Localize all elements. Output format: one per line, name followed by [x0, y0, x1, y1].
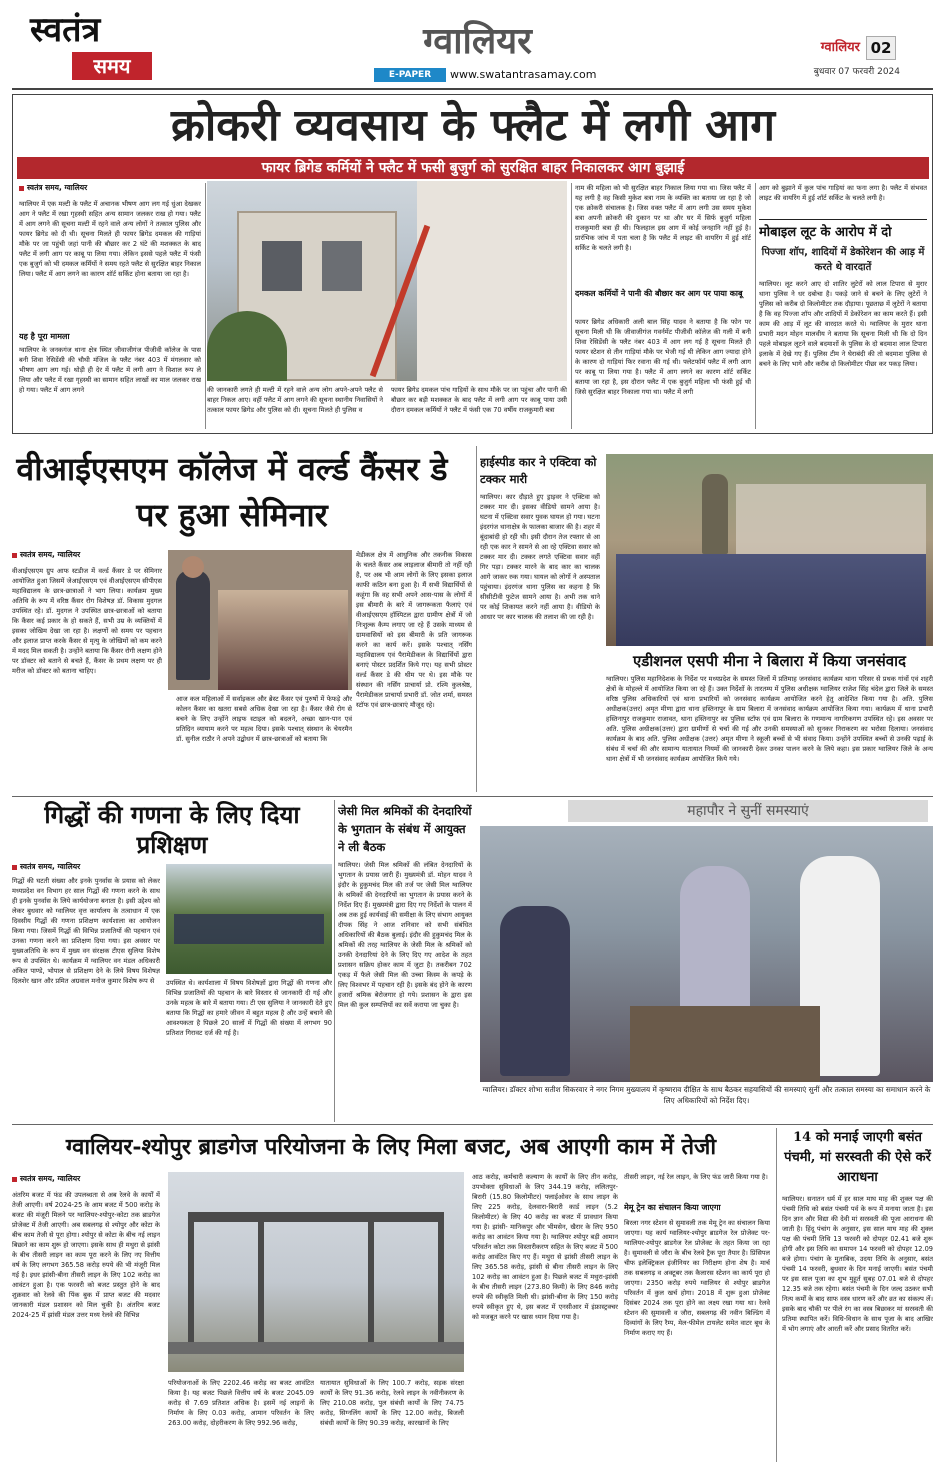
jc-mill-body: ग्वालियर। जेसी मिल श्रमिकों की लंबित देनदारियों के भुगतान के प्रयास जारी हैं। मुख्यमंत्री डॉ. मोहन यादव ने इंदौर के हुकुमचंद मिल की तर्ज पर जेसी मिल ग्वालियर के श्रमिकों की देनदारियों का भुगतान के प्रयास करने के निर्देश दिए हैं। मुख्यमंत्री द्वारा दिए गए निर्देशों के पालन में अब तक हुई कार्यवाई की समीक्षा के लिए संभाग आयुक्त दीपक सिंह ने आज शनिवार को सभी संबंधित अधिकारियों की बैठक बुलाई। इंदौर की हुकुमचंद मिल के श्रमिकों की तरह ग्वालियर के जेसी मिल के श्रमिकों को उनकी देनदारियां देने के लिए दिए गए आदेश के तहत प्रशासन सक्रिय होकर काम में जुटा है। तकरीबन 702 एकड़ में फैले जेसी मिल की उच्चा किस्म के कपड़े के लिए विश्वभर में पहचान रही है। इसके बंद होने के कारण हजारों श्रमिक बेरोजगार हो गये। प्रशासन के द्वारा इस मिल की कुल सम्पत्तियों का सर्वे कराया जा चुका है।: [338, 861, 472, 1009]
lead-col5: आग को बुझाने में कुल पांच गाड़ियां का फना लगा है। फ्लैट में संभवत लाइट की वायरिंग में हुई शॉर्ट सर्किट के चलते लगी है।: [759, 184, 927, 202]
broadgauge-col2: परियोजनाओं के लिए 2202.46 करोड़ का बजट आवंटित किया है। यह बजट पिछले वित्तीय वर्ष के बजट 2045.09 करोड़ से 7.69 प्रतिशत अधिक है। इसमें नई लाइनों के निर्माण के लिए 0.03 करोड़, आमान परिवर्तन के लिए 263.00 करोड़, दोहरीकरण के लिए 992.96 करोड़,: [168, 1379, 314, 1427]
tree-foliage: [207, 311, 287, 381]
basant-body: ग्वालियर। सनातन धर्म में हर साल माघ माह की शुक्ल पक्ष की पंचमी तिथि को बसंत पंचमी पर्व के रूप में मनाया जाता है। इस दिन ज्ञान और विद्या की देवी मां सरस्वती की पूजा आराधना की जाती है। हिंदू पंचांग के अनुसार, इस साल माघ माह की शुक्ल पक्ष की पंचमी तिथि 13 फरवरी को दोपहर 02.41 बजे शुरू होगी और इस तिथि का समापन 14 फरवरी को दोपहर 12.09 बजे होगा। पंचांग के मुताबिक, उदया तिथि के अनुसार, बसंत पंचमी 14 फरवरी, बुधवार के दिन मनाई जाएगी। बसंत पंचमी पर इस साल पूजा का शुभ मुहूर्त सुबह 07.01 बजे से दोपहर 12.35 बजे तक रहेगा। बसंत पंचमी के दिन जल्द उठकर सभी नित्य कर्मों के बाद साफ वस्त्र धारण करें और व्रत का संकल्प लें। इसके बाद चौकी पर पीले रंग का वस्त्र बिछाकर मां सरस्वती की प्रतिमा स्थापित करें। विधि-विधान के साथ पूजा के बाद आखिर में भोग लगाएं और आरती करें और प्रसाद वितरित करें।: [782, 1195, 933, 1333]
basant-headline: 14 को मनाई जाएगी बसंत पंचमी, मां सरस्वती की ऐसे करें आराधना: [784, 1130, 931, 1185]
cancer-col3: मेडीकल क्षेत्र में आधुनिक और तकनीक विकास के चलते कैंसर अब लाइलाज बीमारी तो नहीं रही है, पर अब भी आम लोगों के लिए इसका इलाज काफी कठिन बना हुआ है। मैं सभी विद्यार्थियों से कहूंगा कि वह सभी अपने आस-पास के लोगों में इस बीमारी के बारे में जागरूकता फैलाएं एवं वीआईएसएम हॉस्पिटल द्वारा ग्रामीण क्षेत्रों में जो निःशुल्क कैम्प लगाए जा रहे हैं उसके माध्यम से ग्रामवासियों को इस बीमारी के प्रति जागरूक करने का कार्य करें। इसके पश्चात् नर्सिंग महाविद्यालय एवं पैरामेडीकल के विद्यार्थियों द्वारा बनाएं पोस्टर प्रदर्शित किये गए। यह सभी प्रोस्टर वर्ल्ड कैंसर डे की थीम पर थे। इस मौके पर संस्थान की नर्सिंग प्राचार्या प्रो. रश्मि कुलश्रेष्ठ, पैरामेडीकल प्राचार्या प्रभारी डॉ. जोत शर्मा, समस्त स्टॉफ एवं छात्र-छात्राएं मौजूद रहे।: [356, 551, 472, 709]
section-rule: [12, 796, 933, 797]
logo-bottom: समय: [72, 52, 152, 80]
col-divider: [334, 800, 335, 1122]
jansamvad-photo: [606, 454, 933, 646]
mobile-loot-subheadline: पिज्जा शॉप, शादियों में डेकोरेशन की आड़ में करते थे वारदातें: [761, 247, 925, 273]
car-headline: हाईस्पीड कार ने एक्टिवा को टक्कर मारी: [480, 455, 597, 486]
broadgauge-col1: अंतरिम बजट में फंड की उपलब्धता से अब रेलवे के कार्यों में तेजी आएगी। वर्ष 2024-25 के आम बजट में 500 करोड़ के बजट की मंजूरी मिलने पर ग्वालियर-श्योपुर-कोटा तक ब्राडगेज प्रोजेक्ट में तेजी आएगी। अब सबलगढ़ से श्योपुर और कोटा के बीच काम तेजी से पूरा होगा। श्योपुर से कोटा के बीच नई लाइन बिछाने का काम शुरू हो जाएगा। इसके साथ ही मथुरा से झांसी के बीच तीसरी लाइन का काम पूरा करने के लिए नए वित्तीय वर्ष के लिए लगभग 365.58 करोड़ रुपये की भी मंजूरी मिल गई है। इधर झांसी-बीना तीसरी लाइन के लिए 102 करोड़ का आवंटन हुआ है। एक फरवरी को बजट प्रस्तुत होने के बाद शुक्रवार को रेलवे की पिंक बुक में प्राप्त बजट की मदवार जानकारी मंडल प्रशासन को मिल चुकी है। अंतरिम बजट 2024-25 में झांसी मंडल उत्तर मध्य रेलवे की विभिन्न: [12, 1191, 160, 1319]
officer-figure: [702, 474, 728, 554]
vulture-story: [12, 800, 332, 1122]
building-window: [322, 241, 362, 291]
broadgauge-col5: बिरला नगर स्टेशन से सुमावली तक मेमू ट्रेन का संचालन किया जाएगा। यह कार्य ग्वालियर-श्योपुर ब्राडगेज रेल प्रोजेक्ट पर-ग्वालियर-श्योपुर ब्राडगेज रेल प्रोजेक्ट के तहत किया जा रहा है। सुमावली से जौरा के बीच रेलवे ट्रैक पूरा तैयार है। प्रिंसिपल चीफ इलेक्ट्रिकल इंजीनियर का निरीक्षण होना शेष है। मार्च तक सबलगढ़ व अक्टूबर तक कैलारस स्टेशन का कार्य पूरा हो जाएगा। 2350 करोड़ रुपये ग्वालियर से श्योपुर ब्राडगेज परिवर्तन में कुल खर्च होगा। 2018 में शुरू हुआ प्रोजेक्ट दिसंबर 2024 तक पूरा होने का लक्ष्य रखा गया था। रेलवे स्टेशन की सुमावली व जौरा, सबलगढ़ की नवीन बिल्डिंग में दिव्यांगों के लिए रैम्प, मेल-फीमेल टायलेट समेत वाटर बूथ के निर्माण कराए गए हैं।: [624, 1219, 770, 1337]
jansamvad-body: ग्वालियर। पुलिस महानिदेशक के निर्देश पर मध्यप्रदेश के समस्त जिलों में प्रतिमाह जनसंवाद कार्यक्रम थाना परिसर से प्रथक गांवों एवं शहरी क्षेत्रों के मोहल्ले में आयोजित किया जा रहे हैं। उक्त निर्देशों के तारतम्य में पुलिस अधीक्षक ग्वालियर राजेश सिंह चंदेल द्वारा जिले के समस्त वरिष्ठ पुलिस अधिकारियों एवं थाना प्रभारियों को जनसंवाद कार्यक्रम आयोजित करने हेतु आदेशित किया गया है। अति. पुलिस अधीक्षक(उत्तर) अमृत मीणा द्वारा थाना हस्तिनापुर के ग्राम बिलारा में जनसंवाद कार्यक्रम आयोजित किया गया। कार्यक्रम में थाना प्रभारी हस्तिनापुर राजकुमार राजावत, थाना हस्तिनापुर का पुलिस स्टॉफ एवं ग्राम बिलारा के गणमान्य नागरिकगण उपस्थित रहे। इस अवसर पर अति. पुलिस अधीक्षक(उत्तर) द्वारा ग्रामीणों से चर्चा की गई और उनकी समस्याओं को सुनकर निराकरण का भरोसा दिलाया। जनसंवाद कार्यक्रम के बाद अति. पुलिस अधीक्षक (उत्तर) अमृत मीणा ने स्कूली बच्चों से भी संवाद किया। उन्होंने उपस्थित बच्चों से उनकी पढ़ाई के संबंध में चर्चा की और सामान्य यातायात नियमों की जानकारी देकर उनका पालन करने के लिये कहा। इस प्रकार ग्वालियर जिले के अन्य थाना क्षेत्रों में भी जनसंवाद कार्यक्रम आयोजित किये गये।: [606, 675, 933, 763]
masthead-divider: [12, 88, 933, 90]
website-link[interactable]: www.swatantrasamay.com: [450, 68, 597, 81]
children-group: [616, 554, 926, 646]
bridge-truss-beam: [258, 1212, 264, 1352]
broadgauge-headline: ग्वालियर-श्योपुर ब्राडगेज परियोजना के लिए मिला बजट, अब आएगी काम में तेजी: [65, 1134, 717, 1160]
mayor-banner: महापौर ने सुनीं समस्याएं: [568, 800, 928, 822]
broadgauge-byline-text: स्वतंत्र समय, ग्वालियर: [20, 1174, 81, 1183]
lead-col4b: फायर ब्रिगेड अधिकारी अली बाल सिंह यादव ने बताया है कि फोन पर सूचना मिली थी कि जीवाजीगंज गवर्नमेंट पीजीवी कॉलेज की गली में बनी शिवा रेसिडेंसी के फ्लैट नंबर 403 में आग लग गई है सूचना मिलते ही फायर स्टेशन से तीन गाड़ियां मौके पर भेजी गई थी लेकिन आग ज्यादा होने के कारण दो गाड़ियां फिर रवाना की गई थी। फ्लेटफॉर्म फ्लैट में लगी आग पर काबू पा लिया गया है। फ्लैट में आग लगने का कारण शॉर्ट सर्किट बताया जा रहा है, इस दौरान फ्लैट में एक बुजुर्ग महिला भी फंसी हुई थी जिसे सुरक्षित बाहर निकाला गया था। फ्लैट में लगी: [575, 318, 751, 396]
city-title: ग्वालियर: [423, 20, 532, 62]
jc-mill-story: [338, 802, 472, 1122]
jansamvad-headline: एडीशनल एसपी मीना ने बिलारा में किया जनसंवाद: [633, 652, 906, 670]
epaper-label: E-PAPER: [374, 68, 446, 82]
lead-byline: [19, 183, 199, 195]
mobile-loot-body: ग्वालियर। लूट करने आए दो शातिर लुटेरों को लाल टिपारा से मुरार थाना पुलिस ने धर दबोचा है। पकड़े जाने से बचने के लिए लुटेरों ने पुलिस को करीब दो किलोमीटर तक दौड़ाया। पूछताछ में लुटेरों ने बताया है कि वह पिज्जा शॉप और शादियों में डेकोरेशन का काम करते हैं। इसी काम की आड़ में लूट की वारदात करते थे। ग्वालियर के मुरार थाना प्रभारी मदन मोहन मालवीय ने बताया कि सूचना मिली थी कि दो दिन पहले मोबाइल लूटने वाले बदमाशों के पुलिस के दो बदमाश लाल टिपारा इलाके में देखे गए हैं। पुलिस टीम ने घेराबंदी की तो बदमाश पुलिस से बचने के लिए भागे और करीब दो किलोमीटर पीछा कर पकड़ लिया।: [759, 280, 927, 368]
desk-surface: [630, 1006, 820, 1082]
lead-col1b: ग्वालियर के जनकगंज थाना क्षेत्र स्थित जीवाजीगंज पीजीवी कॉलेज के पास बनी शिवा रेसिडेंसी की चौथी मंजिल के फ्लैट नंबर 403 में मंगलवार को भीषण आग लग गई। थोड़ी ही देर में फ्लैट में लगी आग ने विशाल रूप ले लिया और फ्लैट में रखा गृहस्थी का सामान सहित लाखों का माल जलकर राख हो गया। फ्लैट में आग लगने: [19, 346, 201, 394]
broadgauge-col5-subhead: मेमू ट्रेन का संचालन किया जाएगा: [624, 1203, 721, 1212]
bridge-truss-beam: [368, 1212, 374, 1352]
byline-marker: [12, 553, 17, 558]
col-divider: [776, 1128, 777, 1462]
byline-marker: [19, 186, 24, 191]
byline-marker: [12, 865, 17, 870]
workshop-photo: [166, 864, 332, 974]
mayor-photo: [480, 826, 933, 1082]
cancer-headline: वीआईएसएम कॉलेज में वर्ल्ड कैंसर डे पर हुआ सेमिनार: [16, 450, 448, 534]
speaker-figure: [176, 570, 210, 680]
lead-col4-subhead: दमकल कर्मियों ने पानी की बौछार कर आग पर पाया काबू: [575, 289, 743, 298]
cancer-day-story: [12, 446, 474, 792]
page-number: 02: [866, 36, 896, 60]
lead-col2: की जानकारी लगते ही मल्टी में रहने वाले अन्य लोग अपने-अपने फ्लैट से बाहर निकल आए। वहीं फ्लैट में आग लगने की सूचना स्थानीय निवासियों ने तत्काल फायर ब्रिगेड और पुलिस को दी। सूचना मिलते ही पुलिस व: [207, 386, 383, 414]
vulture-byline: [12, 862, 132, 874]
lead-story: [12, 94, 933, 434]
cancer-col2: आज कल महिलाओं में सर्वाइकल और ब्रेस्ट कैंसर एवं पुरुषों में फेफड़े और कोलन कैंसर का खतरा सबसे अधिक देखा जा रहा है। कैंसर जैसे रोग से बचने के लिए उन्होंने लाइफ स्टाइल को बदलने, अच्छा खान-पान एवं प्रतिदिन व्यायाम करने पर महत्व दिया। इसके पश्चात् संस्थान के चेयरमैन डॉ. सुनील राठौर ने अपने उद्बोधन में छात्र-छात्राओं को बताया कि: [176, 695, 352, 743]
car-body: ग्वालियर। कार दौड़ाते हुए ड्राइवर ने एक्टिवा को टक्कर मार दी। इसका वीडियो सामने आया है। घटना में एक्टिवा सवार युवक घायल हो गया। घटना इंदरगंज थानाक्षेत्र के फालका बाजार की है। शहर में बूंदाबांदी हो रही थी। इसी दौरान तेज रफ्तार से आ रही एक कार ने सामने से आ रहे एक्टिवा सवार को टक्कर मार दी। टक्कर लगते एक्टिवा सवार वहीं गिर पड़ा। टक्कर मारने के बाद कार का चालक आगे जाकर रुक गया। घायल को लोगों ने अस्पताल पहुंचाया। इंदरगंज थाना पुलिस का कहना है कि सीसीटीवी फुटेज सामने आया है। अभी तक थाने पर कोई शिकायत करने नहीं आया है। वीडियो के आधार पर कार चालक की तलाश की जा रही है।: [480, 493, 600, 621]
broadgauge-col5-top: तीसरी लाइन, नई रेल लाइन, के लिए फंड जारी किया गया है।: [624, 1173, 768, 1181]
vulture-headline: गिद्धों की गणना के लिए दिया प्रशिक्षण: [44, 800, 300, 859]
lead-byline-text: स्वतंत्र समय, ग्वालियर: [27, 183, 88, 192]
mayor-story: [480, 800, 933, 1122]
lead-col1-subhead: यह है पूरा मामला: [19, 332, 70, 341]
building-window: [262, 241, 302, 291]
logo-top: स्वतंत्र: [30, 10, 101, 50]
col-divider: [571, 183, 572, 429]
col-divider: [755, 183, 756, 429]
mobile-loot-headline: मोबाइल लूट के आरोप में दो: [759, 225, 892, 240]
byline-marker: [12, 1177, 17, 1182]
jansamvad-story: [606, 454, 933, 794]
building-block: [417, 181, 567, 381]
section-rule: [759, 219, 927, 220]
broadgauge-byline: [12, 1174, 152, 1186]
cancer-col1: वीआईएसएम ग्रुप आफ स्टडीज में वर्ल्ड कैंसर डे पर सेमिनार आयोजित हुआ जिसमें जेआईएसएम एवं वीआईएसएम सीपीएस महाविद्यालय के छात्र-छात्राओं ने भाग लिया। कार्यक्रम मुख्य अतिथि के रूप में वरिष्ठ कैंसर रोग विशेषज्ञ डॉ. विकास मुदगल उपस्थित रहे। डॉ. मुदगल ने उपस्थित छात्र-छात्राओं को बताया कि कैंसर कई प्रकार के हो सकते हैं, सभी उम्र के व्यक्तियों में इसका जोखिम देखा जा रहा है। लक्षणों को समय पर पहचान और इलाज प्राप्त करके कैंसर से मृत्यु के जोखिमों को कम करने में मदद मिल सकती है। उन्होंने बताया कि कैंसर रोगी लक्षण होने पर डॉक्टर को बताने से बचते हैं, कैंसर के प्रथम लक्षण पर ही मरीज को डॉक्टर को बताना चाहिए।: [12, 567, 162, 675]
lead-col1: ग्वालियर में एक मल्टी के फ्लैट में अचानक भीषण आग लग गई धुंआ देखकर आग ने फ्लैट में रखा गृहस्थी सहित अन्य सामान जलकर राख हो गया। फ्लैट में आग लगने की सूचना मल्टी में रहने वाले अन्य लोगों ने तत्काल पुलिस और फायर ब्रिगेड को दी थी। सूचना मिलते ही फायर ब्रिगेड दमकल की गाड़ियां मौके पर जा पहुंची जहां पानी की बौछार कर 2 घंटे की मशक्कत के बाद फ्लैट में लगी आग पर काबू पा लिया गया। लेकिन इससे पहले फ्लैट में फंसी एक बुजुर्ग को भी दमकल कर्मियों ने समय रहते फ्लैट से सुरक्षित बाहर निकाल लिया। फ्लैट में आग लगने का कारण शॉर्ट सर्किट होना बताया जा रहा है।: [19, 200, 201, 278]
audience-block: [218, 590, 348, 690]
group-row: [174, 914, 324, 944]
fire-photo: [207, 181, 567, 381]
villager-group: [736, 484, 926, 554]
lead-headline: क्रोकरी व्यवसाय के फ्लैट में लगी आग: [171, 100, 775, 151]
page-city: ग्वालियर: [820, 40, 860, 55]
vulture-byline-text: स्वतंत्र समय, ग्वालियर: [20, 862, 81, 871]
car-accident-story: [480, 454, 602, 794]
lead-subheadline: फायर ब्रिगेड कर्मियों ने फ्लैट में फसी बुजुर्ग को सुरक्षित बाहर निकालकर आग बुझाई: [17, 157, 929, 179]
section-rule: [12, 1124, 933, 1125]
jc-mill-headline: जेसी मिल श्रमिकों की देनदारियों के भुगतान के संबंध में आयुक्त ने ली बैठक: [338, 804, 472, 854]
broadgauge-col4: आठ करोड़, कर्मचारी कल्याण के कार्यों के लिए तीन करोड़, उपभोक्ता सुविधाओं के लिए 344.19 करोड़, ललितपुर- बिरारी (15.80 किलोमीटर) फ्लाईओवर के साथ लाइन के लिए 225 करोड़, देलवारा-बिरारी कार्ड लाइन (5.2 किलोमीटर) के लिए 40 करोड़ का बजट में प्रावधान किया गया है। झांसी- मानिकपुर और भीमसेन, खैरार के लिए 950 करोड़ का आवंटन किया गया है। ग्वालियर श्योपुर बड़ी आमान परिवर्तन कोटा तक विस्तारीकरण सहित के लिए बजट में 500 करोड़ आवंटित किए गए हैं। मथुरा से झांसी तीसरी लाइन के लिए 365.58 करोड़, झांसी से बीना तीसरी लाइन के लिए 102 करोड़ का आवंटन हुआ है। पिछले बजट में मथुरा-झांसी के बीच तीसरी लाइन (273.80 किमी) के लिए 846 करोड़ रुपये की स्वीकृति मिली थी। झांसी-बीना के लिए 150 करोड़ रुपये स्वीकृत हुए थे, इस बजट में एनसीआर में इंफ्रास्ट्रक्चर को मजबूत करने पर खास ध्यान दिया गया है।: [472, 1173, 618, 1321]
lead-col4: नाम की महिला को भी सुरक्षित बाहर निकाल लिया गया था। जिस फ्लैट में यह लगी है वह किसी मुकेश बत्रा नाम के व्यक्ति का बताया जा रहा है जो एक क्रोकरी संचालक है। जिस वक्त फ्लैट में आग लगी उस समय मुकेश बत्रा अपनी क्रोकरी की दुकान पर था और घर में सिर्फ बुजुर्ग महिला राजकुमारी बत्रा ही थी। फिलहाल इस आग में कोई जनहानि नहीं हुई है। प्रारंभिक जांच में पता चला है कि फ्लैट में लाइट की वायरिंग में हुई शॉर्ट सर्किट के चलते लगी है।: [575, 184, 751, 252]
mayor-caption: ग्वालियर। डॉक्टर शोभा सतीश सिकरवार ने नगर निगम मुख्यालय में कृष्णराव दीक्षित के साथ बैठकर सहयासियों की समस्याएं सुनीं और तत्काल समस्या का समाधान करने के लिए अधिकारियों को निर्देश दिए।: [482, 1085, 931, 1105]
speaker-head: [182, 556, 204, 578]
issue-date: बुधवार 07 फरवरी 2024: [813, 67, 900, 77]
vulture-col2: उपस्थित थे। कार्यशाला में विषय विशेषज्ञों द्वारा गिद्धों की गणना और विभिन्न प्रजातियों की पहचान के बारे विस्तार से जानकारी दी गई और उनके महत्व के बारे में बताया गया। टी एस सुलिया ने जानकारी देते हुए बताया कि गिद्धों का हमारे जीवन में बहुत महत्व है और उन्हें बचाने की आवश्यकता है पिछले 20 सालों में गिद्धों की संख्या में लगभग 90 प्रतिशत गिरावट दर्ज की गई है।: [166, 979, 332, 1037]
broadgauge-story: [12, 1128, 770, 1462]
seminar-photo: [168, 550, 352, 690]
cancer-byline: [12, 550, 152, 562]
lead-col3: फायर ब्रिगेड दमकल पांच गाड़ियों के साथ मौके पर जा पहुंचा और पानी की बौछार कर बड़ी मशक्कत के बाद फ्लैट में लगी आग पर काबू पाया उसी दौरान दमकल कर्मियों ने फ्लैट में फंसी एक 70 वर्षीय राजकुमारी बत्रा: [391, 386, 567, 414]
bridge-truss: [188, 1212, 444, 1352]
col-divider: [205, 183, 206, 429]
masthead: [0, 0, 945, 88]
seated-figure: [500, 906, 570, 1076]
col-divider: [476, 446, 477, 792]
bridge-deck: [168, 1342, 464, 1354]
mayor-figure: [680, 866, 750, 1016]
vulture-col1: गिद्धों की घटती संख्या और इनके पुनर्वास के प्रयास को लेकर मध्यप्रदेश वन विभाग हर साल गिद्धों की गणना करने के साथ ही इनके पुनर्वास के लिये कार्ययोजना बनाता है। इसी उद्देश्य को लेकर बुधवार को ग्वालियर वृत्त कार्यालय के तत्वाधान में एक दिवसीय गिद्धों की गणना प्रशिक्षण कार्यशाला का आयोजन किया गया। जिसमें गिद्धों की विभिन्न प्रजातियों की पहचान एवं उनका गणना करने का प्रशिक्षण दिया गया। इस अवसर पर मुख्यअतिथि के रूप में मुख्य वन संरक्षक टीएस सुलिया विशेष रूप से उपस्थित थे। कार्यक्रम में ग्वालियर वन मंडल अधिकारी अंकित पाण्डे, भोपाल से प्रशिक्षण देने के लिये विषय विशेषज्ञ दिलशेर खान और प्रमित अग्रवाल मनोज कुमार विशेष रूप से: [12, 877, 160, 985]
broadgauge-col3: यातायात सुविधाओं के लिए 100.7 करोड़, सड़क संरक्षा कार्यों के लिए 91.36 करोड़, रेलवे लाइन के नवीनीकरण के लिए 210.08 करोड़, पुल संबंधी कार्यों के लिए 74.75 करोड़, सिग्नलिंग कार्यों के लिए 12.00 करोड़, बिजली संबंधी कार्यों के लिए 90.39 करोड़, कारखानों के लिए: [320, 1379, 464, 1427]
bridge-photo: [168, 1172, 464, 1372]
basant-story: [782, 1128, 933, 1462]
cancer-byline-text: स्वतंत्र समय, ग्वालियर: [20, 550, 81, 559]
